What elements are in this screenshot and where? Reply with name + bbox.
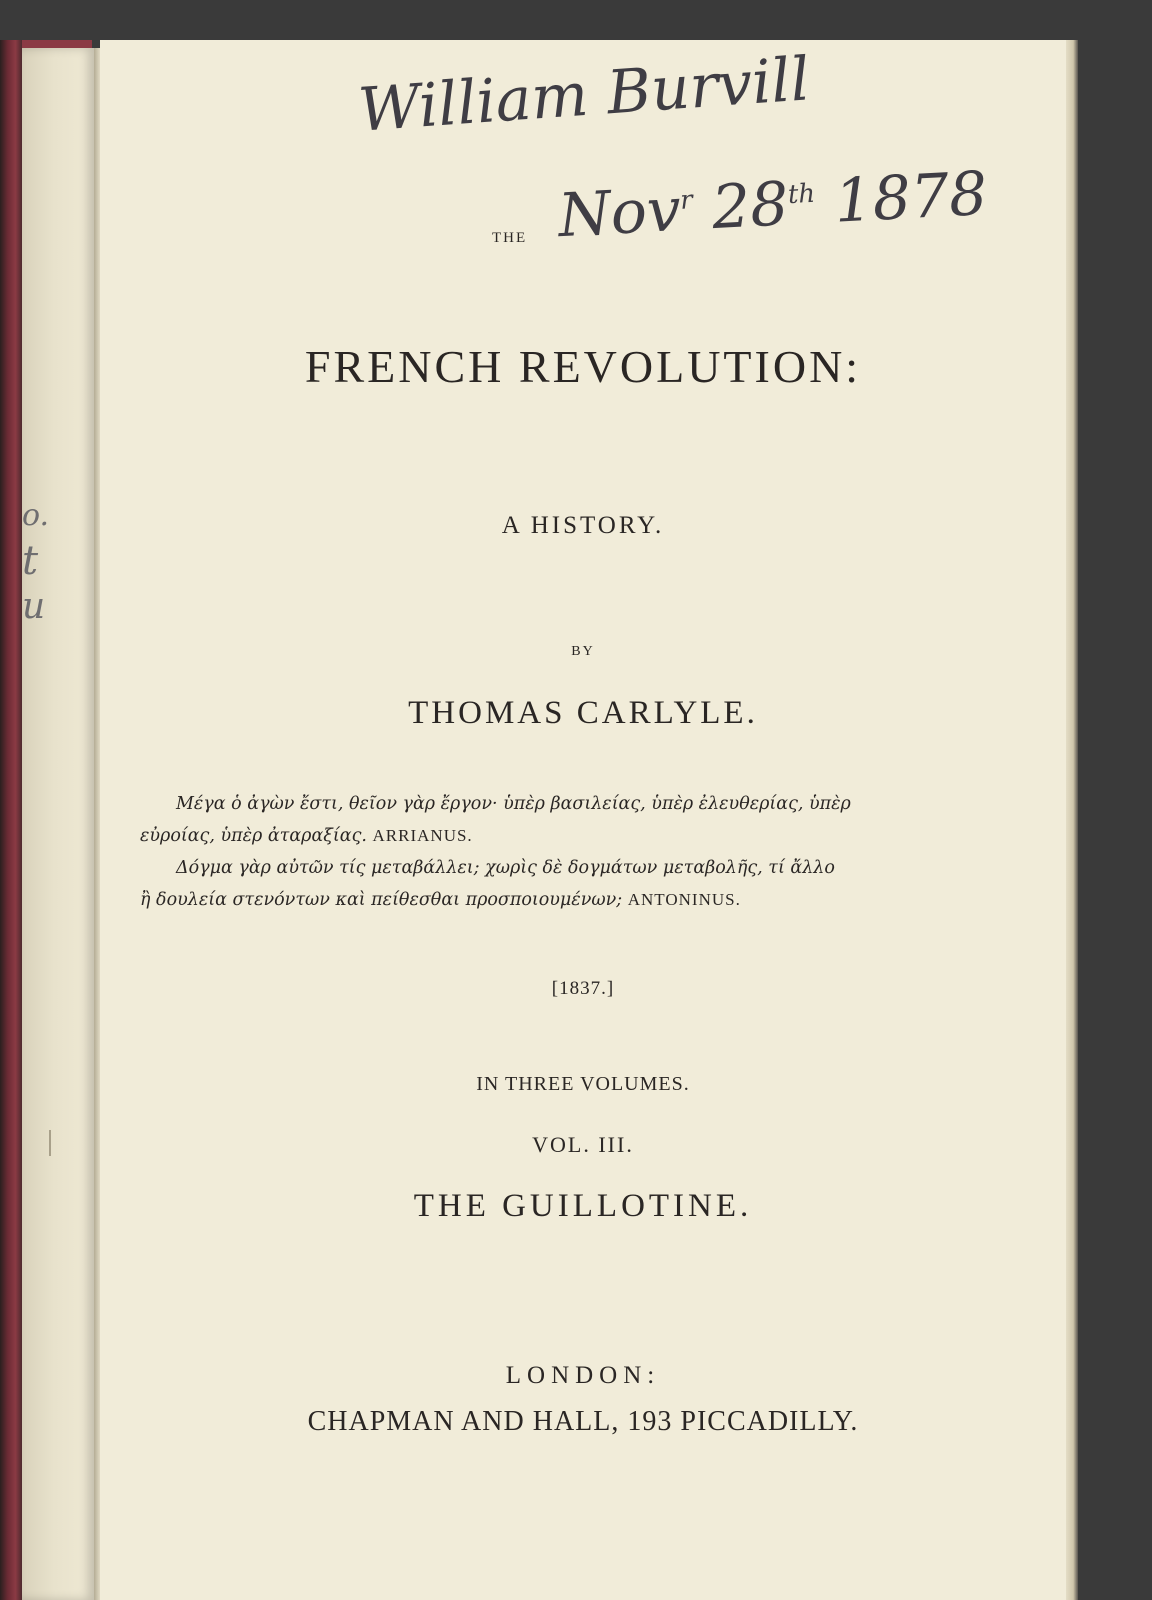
epigraph-line: Μέγα ὁ ἀγὼν ἔστι, θεῖον γὰρ ἔργον· ὑπὲρ βασιλείας, ὑπὲρ ἐλευθερίας, ὑπὲρ (176, 794, 851, 814)
page-mark (49, 1130, 51, 1156)
left-page-mark: o. (22, 498, 50, 533)
epigraph-line (140, 826, 1030, 846)
signature-day-suffix: th (787, 178, 816, 211)
volume-count: IN THREE VOLUMES. (476, 1073, 690, 1095)
volume-number: VOL. III. (532, 1132, 634, 1157)
epigraph-text: εὐροίας, ὑπὲρ ἀταραξίας. (140, 826, 367, 846)
epigraph-text: ἢ δουλεία στενόντων καὶ πείθεσθαι προσποιουμένων; (140, 890, 623, 910)
author-name: THOMAS CARLYLE. (408, 695, 758, 731)
signature-year: 1878 (832, 158, 989, 237)
book-title: FRENCH REVOLUTION: (304, 341, 862, 392)
left-page (22, 48, 94, 1600)
title-article: THE (492, 230, 528, 246)
epigraph-line: Δόγμα γὰρ αὐτῶν τίς μεταβάλλει; χωρὶς δὲ δογμάτων μεταβολῆς, τί ἄλλο (176, 858, 835, 878)
volume-title: THE GUILLOTINE. (413, 1188, 753, 1224)
left-page-mark: u (22, 586, 46, 627)
signature-month: Nov (556, 174, 683, 252)
publication-year: [1837.] (551, 978, 615, 999)
publisher-city: LONDON: (505, 1362, 661, 1389)
by-label: BY (571, 644, 595, 659)
owner-signature-name: William Burvill (356, 44, 812, 146)
epigraph-attribution: ARRIANUS. (372, 826, 473, 845)
book-spine (0, 40, 22, 1600)
title-page (100, 40, 1066, 1600)
signature-month-suffix: r (679, 185, 694, 216)
epigraph-line (140, 890, 1030, 910)
cover-edge (22, 40, 92, 48)
owner-signature-date (556, 159, 988, 251)
page-edge (1066, 40, 1078, 1600)
publisher: CHAPMAN AND HALL, 193 PICCADILLY. (307, 1406, 859, 1437)
epigraph-attribution: ANTONINUS. (627, 890, 741, 909)
book-subtitle: A HISTORY. (501, 512, 665, 539)
left-page-mark: t (22, 538, 39, 584)
signature-day: 28 (710, 169, 791, 244)
